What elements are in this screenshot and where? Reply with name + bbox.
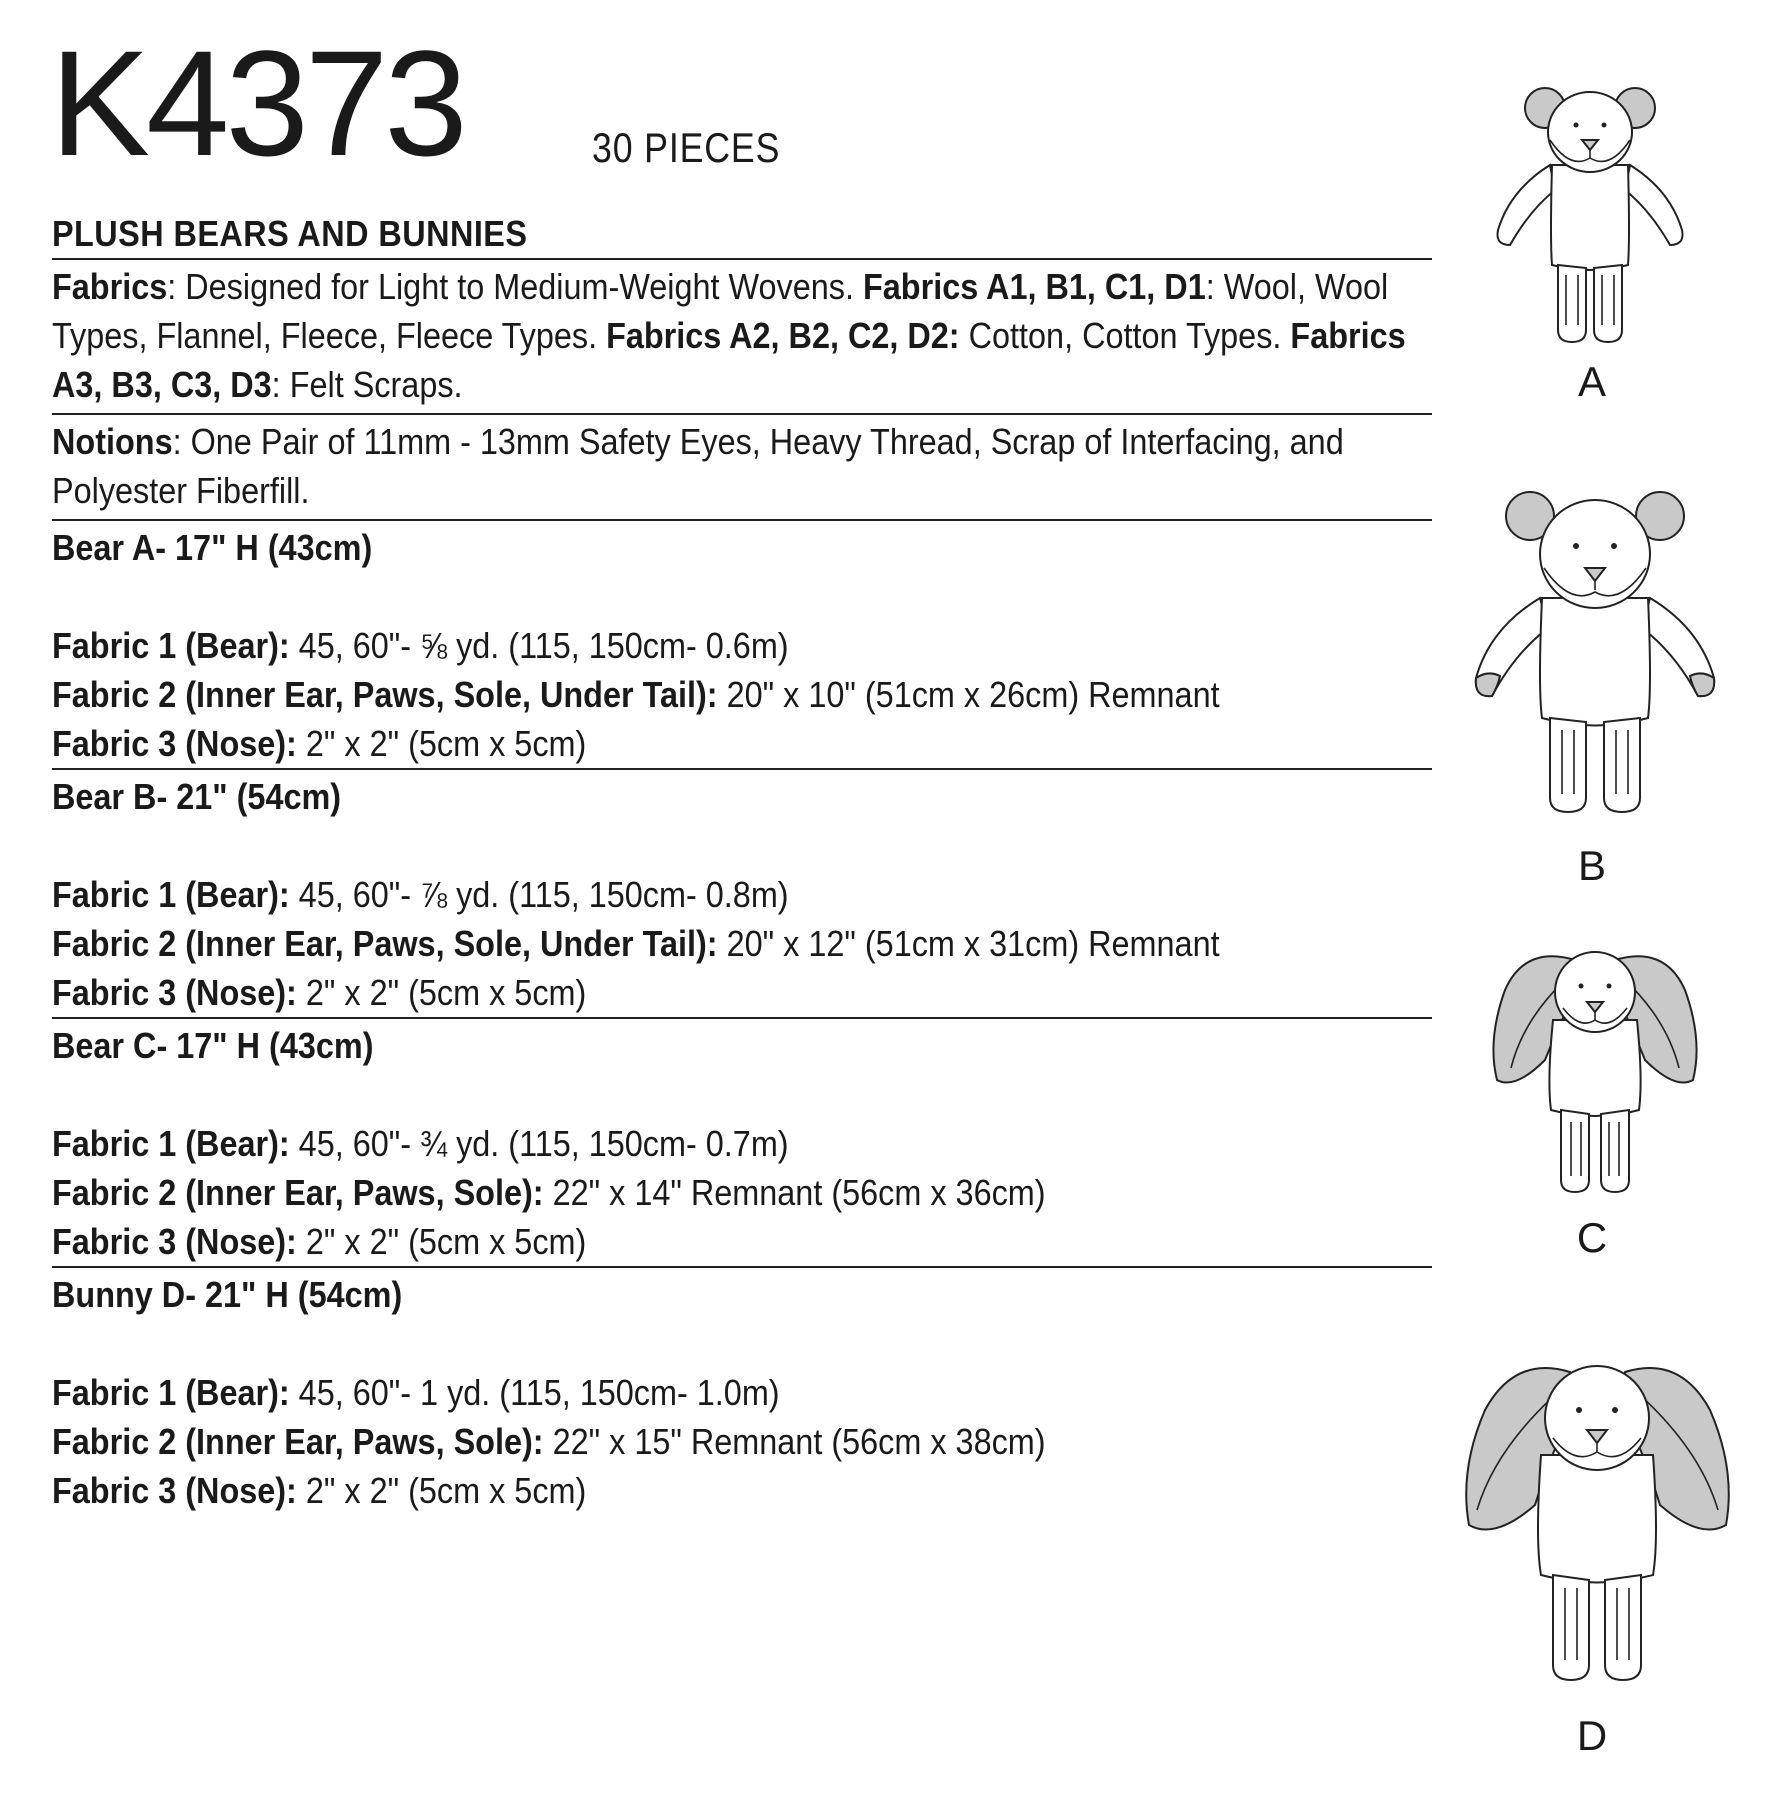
fabrics-group3-text: : Felt Scraps. <box>271 364 463 405</box>
pattern-number: K4373 <box>50 19 464 187</box>
section-heading: Bunny D- 21" H (54cm) <box>52 1274 403 1315</box>
requirement-value: 2" x 2" (5cm x 5cm) <box>296 1470 587 1511</box>
fabrics-label: Fabrics <box>52 266 168 307</box>
requirement-value: 45, 60"- 1 yd. (115, 150cm- 1.0m) <box>289 1372 780 1413</box>
requirement-row <box>52 621 1294 670</box>
section-d <box>52 1268 1432 1515</box>
fabrics-group1-text: : Wool, Wool Types, Flannel, Fleece, Fleece Types. <box>52 266 1389 356</box>
notions-paragraph <box>52 415 1432 519</box>
bunny-large-icon <box>1455 1360 1740 1690</box>
requirement-value: 20" x 12" (51cm x 31cm) Remnant <box>717 923 1220 964</box>
view-label-c: C <box>1576 1214 1608 1261</box>
pattern-title: PLUSH BEARS AND BUNNIES <box>52 213 528 254</box>
requirement-value: 45, 60"- ⅞ yd. (115, 150cm- 0.8m) <box>289 874 789 915</box>
requirement-label: Fabric 3 (Nose): <box>52 1470 297 1511</box>
requirement-label: Fabric 3 (Nose): <box>52 972 297 1013</box>
bunny-small-icon <box>1485 950 1705 1200</box>
requirement-row <box>52 719 1294 768</box>
section-b <box>52 770 1432 1017</box>
requirement-value: 2" x 2" (5cm x 5cm) <box>296 723 587 764</box>
requirement-label: Fabric 2 (Inner Ear, Paws, Sole, Under Tail): <box>52 923 718 964</box>
requirement-label: Fabric 2 (Inner Ear, Paws, Sole, Under Tail): <box>52 674 718 715</box>
fabrics-group2-text: Cotton, Cotton Types. <box>959 315 1291 356</box>
requirement-label: Fabric 1 (Bear): <box>52 625 290 666</box>
requirement-value: 45, 60"- ⅝ yd. (115, 150cm- 0.6m) <box>289 625 789 666</box>
requirement-value: 22" x 15" Remnant (56cm x 38cm) <box>543 1421 1046 1462</box>
notions-label: Notions <box>52 421 173 462</box>
requirement-row <box>52 1119 1294 1168</box>
view-label-a: A <box>1577 358 1606 405</box>
requirement-value: 45, 60"- ¾ yd. (115, 150cm- 0.7m) <box>289 1123 789 1164</box>
requirement-row <box>52 1217 1294 1266</box>
requirement-value: 2" x 2" (5cm x 5cm) <box>296 972 587 1013</box>
requirement-row <box>52 870 1294 919</box>
fabrics-paragraph <box>52 260 1432 413</box>
requirement-row <box>52 1168 1294 1217</box>
section-heading: Bear B- 21" (54cm) <box>52 776 342 817</box>
section-heading: Bear C- 17" H (43cm) <box>52 1025 374 1066</box>
view-label-d: D <box>1576 1712 1608 1759</box>
requirement-value: 22" x 14" Remnant (56cm x 36cm) <box>543 1172 1046 1213</box>
section-c <box>52 1019 1432 1266</box>
requirement-row <box>52 1417 1294 1466</box>
requirement-label: Fabric 1 (Bear): <box>52 1372 290 1413</box>
fabrics-intro: : Designed for Light to Medium-Weight Wovens. <box>167 266 863 307</box>
requirements-panel <box>52 210 1432 1515</box>
requirement-row <box>52 919 1294 968</box>
fabrics-group2-label: Fabrics A2, B2, C2, D2: <box>606 315 960 356</box>
requirement-label: Fabric 2 (Inner Ear, Paws, Sole): <box>52 1421 544 1462</box>
bear-large-icon <box>1470 488 1720 818</box>
requirement-row <box>52 1466 1294 1515</box>
requirement-value: 2" x 2" (5cm x 5cm) <box>296 1221 587 1262</box>
requirement-row <box>52 1368 1294 1417</box>
notions-text: : One Pair of 11mm - 13mm Safety Eyes, Heavy Thread, Scrap of Interfacing, and Polyester Fiberfill. <box>52 421 1344 511</box>
requirement-row <box>52 968 1294 1017</box>
requirement-row <box>52 670 1294 719</box>
requirement-label: Fabric 2 (Inner Ear, Paws, Sole): <box>52 1172 544 1213</box>
requirement-label: Fabric 1 (Bear): <box>52 874 290 915</box>
piece-count: 30 PIECES <box>592 124 781 171</box>
requirement-label: Fabric 3 (Nose): <box>52 1221 297 1262</box>
view-label-b: B <box>1577 842 1606 889</box>
requirement-value: 20" x 10" (51cm x 26cm) Remnant <box>717 674 1220 715</box>
bear-small-icon <box>1490 80 1690 350</box>
requirement-label: Fabric 1 (Bear): <box>52 1123 290 1164</box>
section-heading: Bear A- 17" H (43cm) <box>52 527 373 568</box>
fabrics-group1-label: Fabrics A1, B1, C1, D1 <box>862 266 1206 307</box>
section-a <box>52 521 1432 768</box>
fabrics-group3-label: Fabrics A3, B3, C3, D3 <box>52 315 1406 405</box>
requirement-label: Fabric 3 (Nose): <box>52 723 297 764</box>
